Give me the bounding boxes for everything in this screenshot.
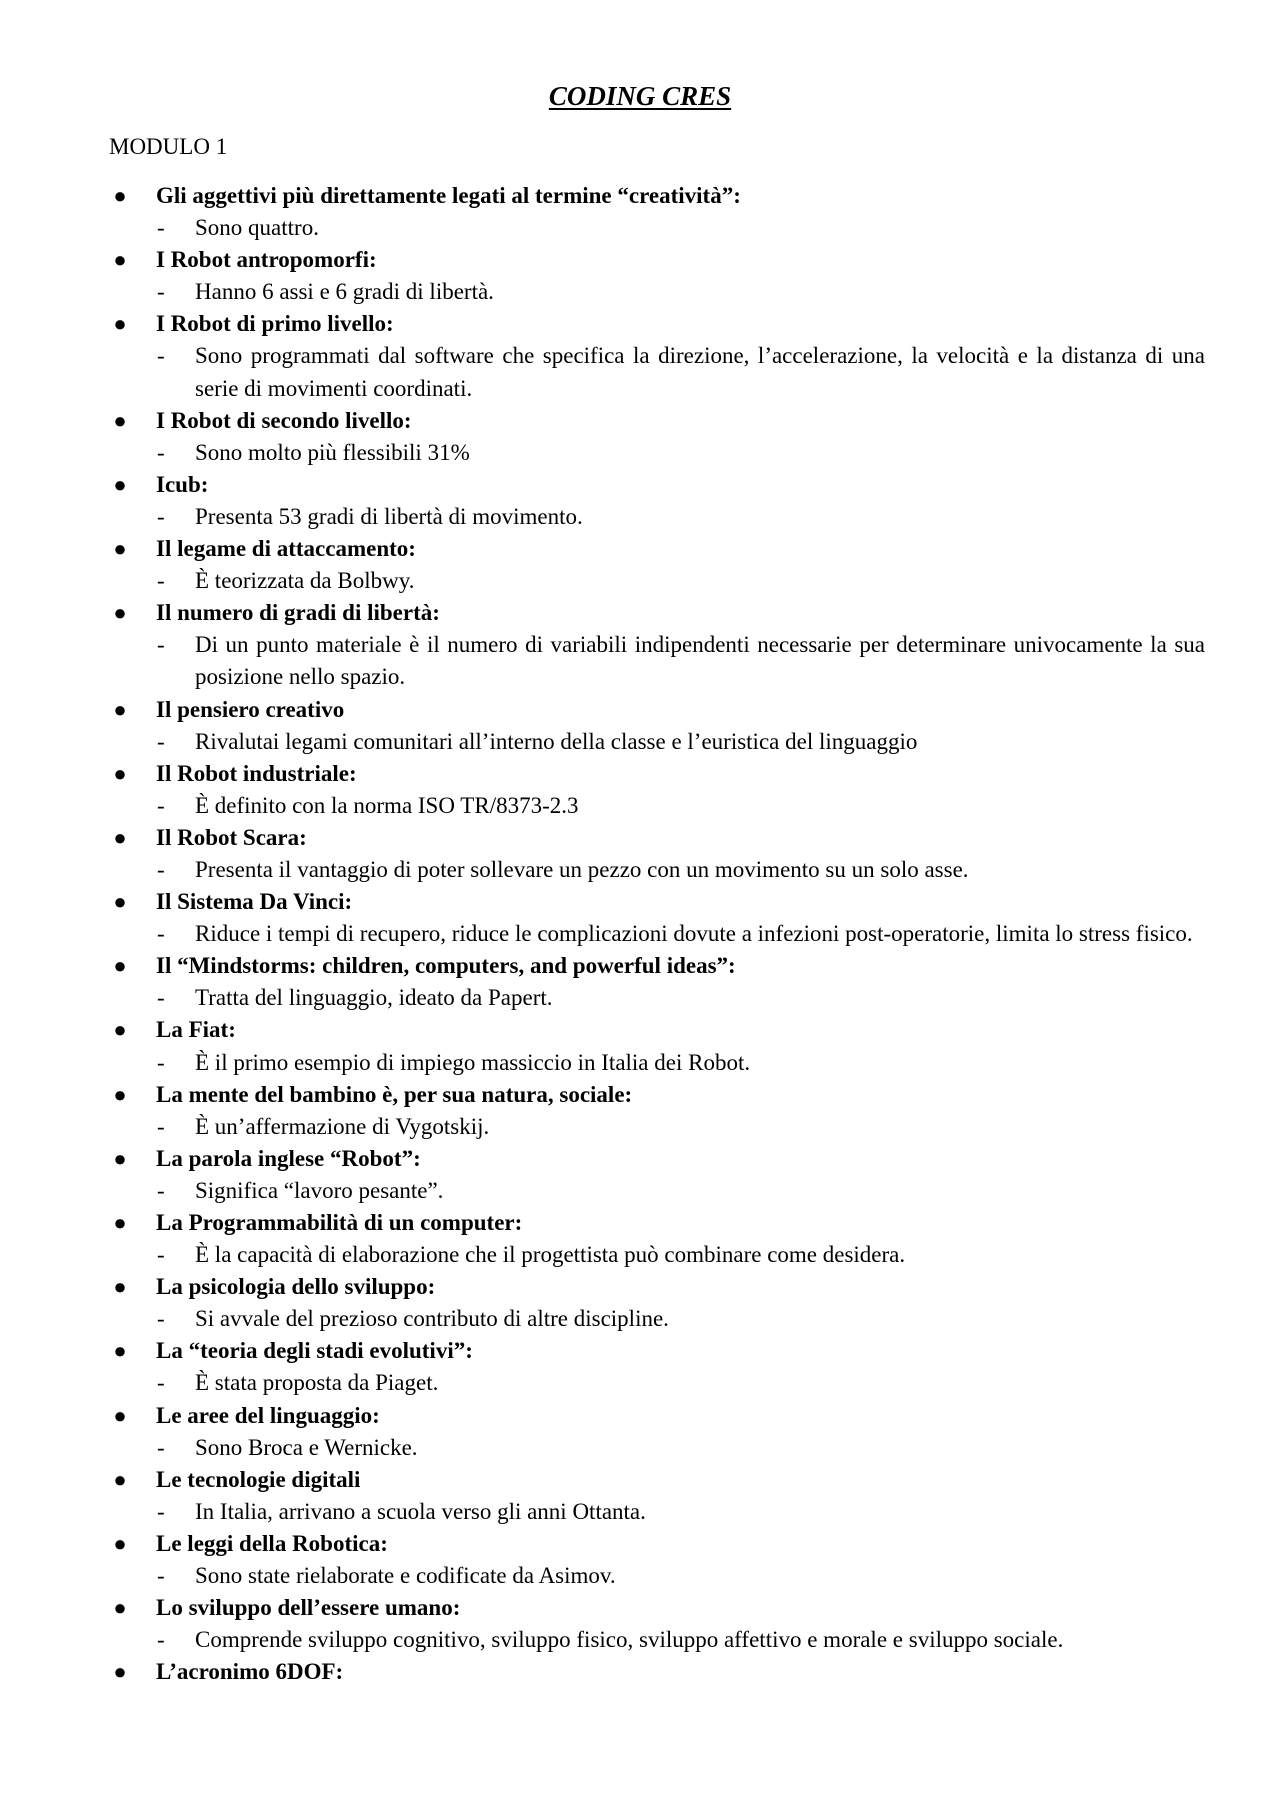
question-text: Le aree del linguaggio: bbox=[156, 1402, 380, 1428]
dash-marker: - bbox=[157, 1563, 165, 1589]
answer-text: Si avvale del prezioso contributo di altre discipline. bbox=[195, 1306, 669, 1332]
question-text: Le tecnologie digitali bbox=[156, 1466, 361, 1492]
list-item bbox=[0, 1335, 1280, 1399]
answer-text: Sono Broca e Wernicke. bbox=[195, 1434, 418, 1460]
answer-line bbox=[0, 1432, 1205, 1464]
answer-line bbox=[0, 1047, 1205, 1079]
bullet-icon: ● bbox=[113, 247, 127, 273]
answer-text: È il primo esempio di impiego massiccio in Italia dei Robot. bbox=[195, 1049, 751, 1075]
list-item bbox=[0, 1079, 1280, 1143]
question-line bbox=[0, 1400, 1280, 1432]
question-text: Il pensiero creativo bbox=[156, 696, 345, 722]
dash-marker: - bbox=[157, 1627, 165, 1653]
answer-text: Di un punto materiale è il numero di variabili indipendenti necessarie per determinare univocamente la sua posizione nello spazio. bbox=[195, 632, 1205, 690]
answer-text: Rivalutai legami comunitari all’interno della classe e l’euristica del linguaggio bbox=[195, 728, 918, 754]
dash-marker: - bbox=[157, 1049, 165, 1075]
question-line bbox=[0, 1143, 1280, 1175]
answer-text: Sono quattro. bbox=[195, 215, 319, 241]
dash-marker: - bbox=[157, 1498, 165, 1524]
question-line bbox=[0, 950, 1280, 982]
answer-line bbox=[0, 437, 1205, 469]
question-text: L’acronimo 6DOF: bbox=[156, 1659, 344, 1685]
answer-text: Sono state rielaborate e codificate da Asimov. bbox=[195, 1563, 616, 1589]
dash-marker: - bbox=[157, 1434, 165, 1460]
list-item bbox=[0, 533, 1280, 597]
bullet-icon: ● bbox=[113, 1595, 127, 1621]
module-heading: MODULO 1 bbox=[109, 134, 228, 159]
dash-marker: - bbox=[157, 439, 165, 465]
bullet-icon: ● bbox=[113, 311, 127, 337]
bullet-icon: ● bbox=[113, 824, 127, 850]
list-item bbox=[0, 1014, 1280, 1078]
dash-marker: - bbox=[157, 985, 165, 1011]
list-item bbox=[0, 1400, 1280, 1464]
list-item bbox=[0, 308, 1280, 404]
dash-marker: - bbox=[157, 728, 165, 754]
bullet-icon: ● bbox=[113, 1017, 127, 1043]
question-text: Il Sistema Da Vinci: bbox=[156, 889, 353, 915]
answer-text: Significa “lavoro pesante”. bbox=[195, 1177, 444, 1203]
answer-text: È stata proposta da Piaget. bbox=[195, 1370, 439, 1396]
question-text: Il legame di attaccamento: bbox=[156, 536, 416, 562]
list-item bbox=[0, 758, 1280, 822]
question-line bbox=[0, 1656, 1280, 1688]
answer-text: È un’affermazione di Vygotskij. bbox=[195, 1113, 490, 1139]
answer-line bbox=[0, 1367, 1205, 1399]
answer-line bbox=[0, 918, 1205, 950]
dash-marker: - bbox=[157, 921, 165, 947]
list-item bbox=[0, 244, 1280, 308]
bullet-icon: ● bbox=[113, 1081, 127, 1107]
answer-line bbox=[0, 629, 1205, 693]
dash-marker: - bbox=[157, 503, 165, 529]
answer-line bbox=[0, 212, 1205, 244]
answer-line bbox=[0, 982, 1205, 1014]
question-text: La “teoria degli stadi evolutivi”: bbox=[156, 1338, 473, 1364]
list-item bbox=[0, 886, 1280, 950]
question-line bbox=[0, 469, 1280, 501]
question-line bbox=[0, 1271, 1280, 1303]
bullet-icon: ● bbox=[113, 1402, 127, 1428]
list-item bbox=[0, 822, 1280, 886]
answer-line bbox=[0, 276, 1205, 308]
dash-marker: - bbox=[157, 792, 165, 818]
list-item bbox=[0, 1143, 1280, 1207]
answer-text: Riduce i tempi di recupero, riduce le complicazioni dovute a infezioni post-operatorie, limita lo stress fisico. bbox=[195, 921, 1193, 947]
question-text: La parola inglese “Robot”: bbox=[156, 1145, 421, 1171]
question-text: Il Robot industriale: bbox=[156, 760, 357, 786]
answer-line bbox=[0, 726, 1205, 758]
question-text: La psicologia dello sviluppo: bbox=[156, 1274, 436, 1300]
question-line bbox=[0, 244, 1280, 276]
bullet-icon: ● bbox=[113, 600, 127, 626]
question-line bbox=[0, 308, 1280, 340]
list-item bbox=[0, 1528, 1280, 1592]
question-line bbox=[0, 1014, 1280, 1046]
answer-line bbox=[0, 1624, 1205, 1656]
question-line bbox=[0, 533, 1280, 565]
answer-line bbox=[0, 1303, 1205, 1335]
dash-marker: - bbox=[157, 1306, 165, 1332]
list-item bbox=[0, 180, 1280, 244]
list-item bbox=[0, 405, 1280, 469]
answer-text: Presenta 53 gradi di libertà di movimento. bbox=[195, 503, 583, 529]
dash-marker: - bbox=[157, 1113, 165, 1139]
list-item bbox=[0, 1271, 1280, 1335]
bullet-icon: ● bbox=[113, 1210, 127, 1235]
question-text: I Robot di secondo livello: bbox=[156, 407, 412, 433]
question-line bbox=[0, 405, 1280, 437]
dash-marker: - bbox=[157, 1177, 165, 1203]
dash-marker: - bbox=[157, 215, 165, 241]
question-text: Icub: bbox=[156, 471, 209, 497]
bullet-icon: ● bbox=[113, 760, 127, 786]
answer-line bbox=[0, 1111, 1205, 1143]
question-text: Lo sviluppo dell’essere umano: bbox=[156, 1595, 461, 1621]
bullet-icon: ● bbox=[113, 953, 127, 979]
bullet-icon: ● bbox=[113, 407, 127, 433]
answer-text: Presenta il vantaggio di poter sollevare un pezzo con un movimento su un solo asse. bbox=[195, 856, 969, 882]
answer-text: Sono molto più flessibili 31% bbox=[195, 439, 470, 465]
answer-line bbox=[0, 1239, 1205, 1271]
answer-text: È la capacità di elaborazione che il progettista può combinare come desidera. bbox=[195, 1242, 906, 1268]
bullet-icon: ● bbox=[113, 1145, 127, 1171]
dash-marker: - bbox=[157, 568, 165, 594]
answer-line bbox=[0, 1560, 1205, 1592]
list-item bbox=[0, 1656, 1280, 1688]
answer-text: È definito con la norma ISO TR/8373-2.3 bbox=[195, 792, 579, 818]
answer-text: Hanno 6 assi e 6 gradi di libertà. bbox=[195, 279, 494, 305]
question-line bbox=[0, 694, 1280, 726]
answer-text: In Italia, arrivano a scuola verso gli anni Ottanta. bbox=[195, 1498, 646, 1524]
answer-line bbox=[0, 340, 1205, 404]
bullet-icon: ● bbox=[113, 696, 127, 722]
question-text: La Programmabilità di un computer: bbox=[156, 1210, 523, 1235]
question-line bbox=[0, 822, 1280, 854]
list-item bbox=[0, 1592, 1280, 1656]
answer-text: Sono programmati dal software che specifica la direzione, l’accelerazione, la velocità e la distanza di una serie di movimenti coordinati. bbox=[195, 343, 1205, 401]
question-line bbox=[0, 597, 1280, 629]
dash-marker: - bbox=[157, 1242, 165, 1268]
question-text: Il numero di gradi di libertà: bbox=[156, 600, 440, 626]
answer-text: Tratta del linguaggio, ideato da Papert. bbox=[195, 985, 553, 1011]
bullet-icon: ● bbox=[113, 1338, 127, 1364]
question-line bbox=[0, 758, 1280, 790]
answer-text: È teorizzata da Bolbwy. bbox=[195, 568, 415, 594]
question-text: Gli aggettivi più direttamente legati al termine “creatività”: bbox=[156, 183, 741, 208]
list-item bbox=[0, 469, 1280, 533]
question-line bbox=[0, 1335, 1280, 1367]
bullet-icon: ● bbox=[113, 1659, 127, 1685]
question-text: I Robot di primo livello: bbox=[156, 311, 394, 337]
list-item bbox=[0, 694, 1280, 758]
bullet-icon: ● bbox=[113, 471, 127, 497]
list-item bbox=[0, 1207, 1280, 1271]
bullet-icon: ● bbox=[113, 889, 127, 915]
dash-marker: - bbox=[157, 1370, 165, 1396]
qa-list bbox=[0, 180, 1280, 1688]
answer-line bbox=[0, 1496, 1205, 1528]
answer-line bbox=[0, 854, 1205, 886]
question-text: Il Robot Scara: bbox=[156, 824, 307, 850]
answer-line bbox=[0, 501, 1205, 533]
bullet-icon: ● bbox=[113, 1466, 127, 1492]
dash-marker: - bbox=[157, 343, 165, 369]
bullet-icon: ● bbox=[113, 1530, 127, 1556]
dash-marker: - bbox=[157, 279, 165, 305]
dash-marker: - bbox=[157, 856, 165, 882]
list-item bbox=[0, 597, 1280, 693]
question-line bbox=[0, 1528, 1280, 1560]
list-item bbox=[0, 1464, 1280, 1528]
question-line bbox=[0, 886, 1280, 918]
question-text: Le leggi della Robotica: bbox=[156, 1530, 388, 1556]
question-text: I Robot antropomorfi: bbox=[156, 247, 377, 273]
answer-text: Comprende sviluppo cognitivo, sviluppo fisico, sviluppo affettivo e morale e sviluppo sociale. bbox=[195, 1627, 1064, 1653]
answer-line bbox=[0, 565, 1205, 597]
answer-line bbox=[0, 790, 1205, 822]
list-item bbox=[0, 950, 1280, 1014]
question-line bbox=[0, 1592, 1280, 1624]
question-line bbox=[0, 1464, 1280, 1496]
document-title: CODING CRES bbox=[548, 81, 732, 111]
question-text: Il “Mindstorms: children, computers, and powerful ideas”: bbox=[156, 953, 736, 979]
answer-line bbox=[0, 1175, 1205, 1207]
bullet-icon: ● bbox=[113, 1274, 127, 1300]
question-text: La mente del bambino è, per sua natura, sociale: bbox=[156, 1081, 633, 1107]
question-line bbox=[0, 1207, 1280, 1239]
question-text: La Fiat: bbox=[156, 1017, 236, 1043]
question-line bbox=[0, 1079, 1280, 1111]
bullet-icon: ● bbox=[113, 183, 127, 208]
question-line bbox=[0, 180, 1280, 212]
bullet-icon: ● bbox=[113, 536, 127, 562]
dash-marker: - bbox=[157, 632, 165, 658]
